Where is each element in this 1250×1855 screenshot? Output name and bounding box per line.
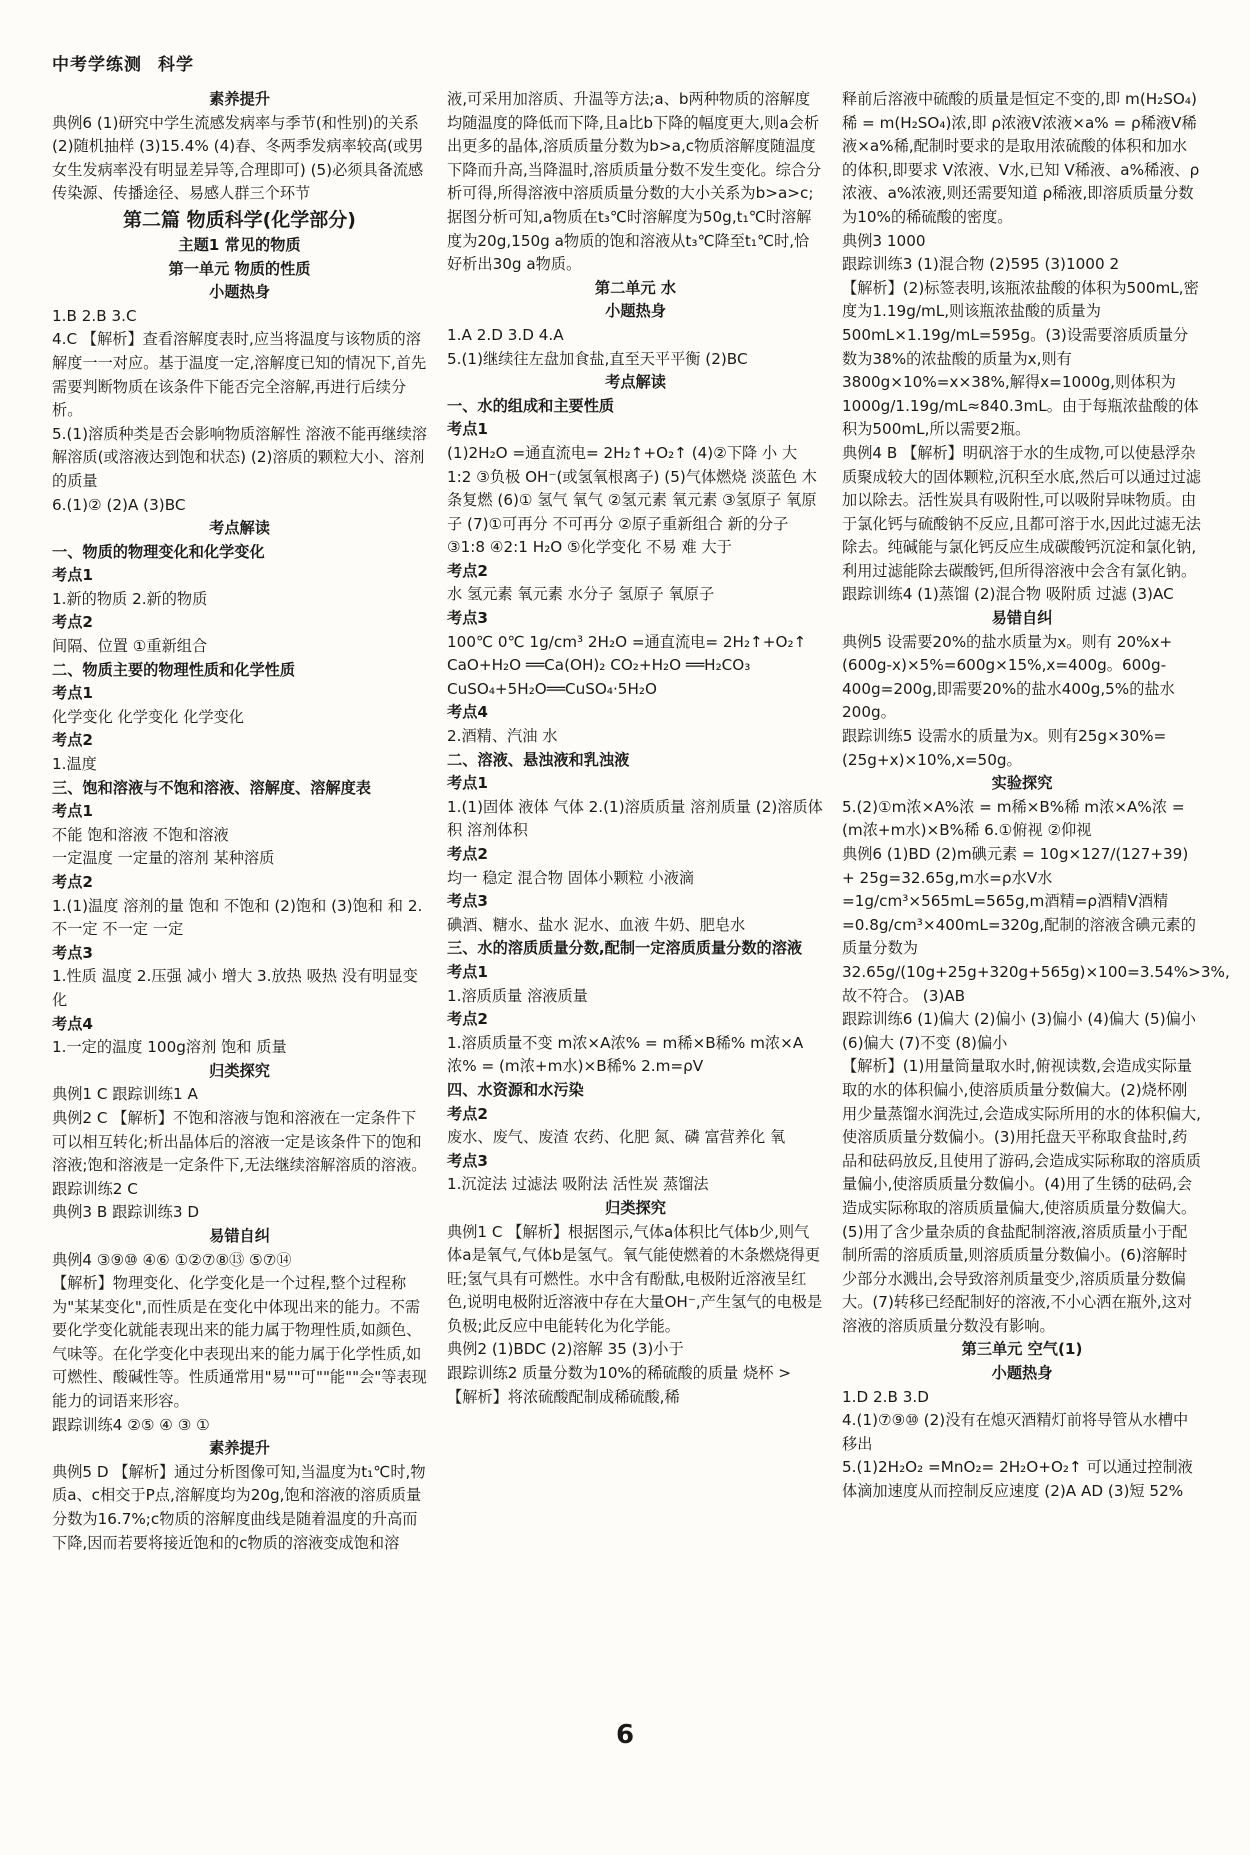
paragraph: 1.A 2.D 3.D 4.A [447, 325, 564, 344]
paragraph: 典例6 (1)BD (2)m碘元素 = 10g×127/(127+39) + 25g=32.65g,m水=ρ水V水=1g/cm³×565mL=565g,m酒精=ρ酒精V酒精=0.8g/cm³×400mL=320g,配制的溶液含碘元素的质量分数为 32.65g/(10g+25g+320g+565g)×100=3.54%>3%,故不符合。 (3)AB [842, 845, 1230, 1005]
paragraph: 5.(1)溶质种类是否会影响物质溶解性 溶液不能再继续溶解溶质(或溶液达到饱和状态) (2)溶质的颗粒大小、溶剂的质量 [52, 424, 427, 490]
subheading: 考点1 [52, 802, 93, 821]
right-column [842, 88, 1230, 1504]
section-heading: 第二单元 水 [594, 278, 677, 297]
section-heading: 素养提升 [209, 90, 270, 108]
paragraph: 【解析】物理变化、化学变化是一个过程,整个过程称为"某某变化",而性质是在变化中体现出来的能力。不需要化学变化就能表现出来的能力属于物理性质,如颜色、气味等。在化学变化中表现出来的能力属于化学性质,如可燃性、酸碱性等。性质通常用"易""可""能""会"等表现能力的词语来形容。 [52, 1274, 427, 1411]
paragraph: 【解析】(1)用量筒量取水时,俯视读数,会造成实际量取的水的体积偏小,使溶质质量分数偏大。(2)烧杯刚用少量蒸馏水润洗过,会造成实际所用的水的体积偏大,使溶质质量分数偏小。(3)用托盘天平称取食盐时,药品和砝码放反,且使用了游码,会造成实际称取的溶质质量偏小,使溶质质量分数偏小。(4)用了生锈的砝码,会造成实际称取的溶质质量偏大,使溶质质量分数偏大。(5)用了含少量杂质的食盐配制溶液,溶质质量小于配制所需的溶质质量,则溶质质量分数偏小。(6)溶解时少部分水溅出,会导致溶剂质量变少,溶质质量分数偏大。(7)转移已经配制好的溶液,不小心洒在瓶外,这对溶液的溶质质量分数没有影响。 [842, 1057, 1201, 1335]
paragraph: 1.溶质质量不变 m浓×A浓% = m稀×B稀% m浓×A浓% = (m浓+m水)×B稀% 2.m=ρV [447, 1033, 804, 1076]
paragraph: 典例4 B 【解析】明矾溶于水的生成物,可以使悬浮杂质聚成较大的固体颗粒,沉积至水底,然后可以通过过滤加以除去。活性炭具有吸附性,可以吸附异味物质。由于氯化钙与硫酸钠不反应,且都可溶于水,因此过滤无法除去。纯碱能与氯化钙反应生成碳酸钙沉淀和氯化钠,利用过滤能除去碳酸钙,但所得溶液中会含有氯化钠。 [842, 443, 1201, 580]
paragraph: 跟踪训练2 质量分数为10%的稀硫酸的质量 烧杯 > 【解析】将浓硫酸配制成稀硫酸,稀 [447, 1364, 792, 1406]
subheading: 考点1 [52, 566, 93, 585]
paragraph: 跟踪训练5 设需水的质量为x。则有25g×30%=(25g+x)×10%,x=50g。 [842, 727, 1167, 769]
subheading: 考点3 [447, 609, 488, 628]
paragraph: 1.溶质质量 溶液质量 [447, 986, 588, 1005]
paragraph: 碘酒、糖水、盐水 泥水、血液 牛奶、肥皂水 [447, 915, 746, 934]
paragraph: 典例2 C 【解析】不饱和溶液与饱和溶液在一定条件下可以相互转化;析出晶体后的溶液一定是该条件下的饱和溶液;饱和溶液是一定条件下,无法继续溶解溶质的溶液。 [52, 1108, 427, 1175]
paragraph: 1.(1)温度 溶剂的量 饱和 不饱和 (2)饱和 (3)饱和 和 2.不一定 不一定 一定 [52, 896, 423, 939]
series-title: 中考学练测 [52, 55, 142, 75]
paragraph: 均一 稳定 混合物 固体小颗粒 小液滴 [447, 868, 695, 887]
paragraph: 1.D 2.B 3.D [842, 1387, 929, 1406]
subheading: 考点2 [52, 873, 93, 891]
subheading: 二、物质主要的物理性质和化学性质 [52, 660, 295, 679]
section-heading: 小题热身 [991, 1364, 1053, 1383]
paragraph: 1.温度 [52, 755, 97, 774]
paragraph: 4.(1)⑦⑨⑩ (2)没有在熄灭酒精灯前将导管从水槽中移出 [842, 1411, 1189, 1453]
subheading: 二、溶液、悬浊液和乳浊液 [447, 750, 630, 769]
paragraph: 释前后溶液中硫酸的质量是恒定不变的,即 m(H₂SO₄)稀 = m(H₂SO₄)浓,即 ρ浓液V浓液×a% = ρ稀液V稀液×a%稀,配制时要求的是取用浓硫酸的体积和加水的体积,即要求 V浓液、V水,已知 V稀液、a%稀液、ρ浓液、a%浓液,则还需要知道 ρ稀液,即溶质质量分数为10%的稀硫酸的密度。 [842, 90, 1200, 226]
paragraph: 典例5 D 【解析】通过分析图像可知,当温度为t₁℃时,物质a、c相交于P点,溶解度均为20g,饱和溶液的溶质质量分数为16.7%;c物质的溶解度曲线是随着温度的升高而下降,因而若要将接近饱和的c物质的溶液变成饱和溶 [52, 1462, 426, 1552]
subheading: 考点1 [447, 774, 488, 793]
section-heading: 主题1 常见的物质 [178, 235, 301, 254]
subheading: 考点4 [52, 1014, 93, 1033]
paragraph: 典例6 (1)研究中学生流感发病率与季节(和性别)的关系 (2)随机抽样 (3)15.4% (4)春、冬两季发病率较高(或男女生发病率没有明显差异等,合理即可) (5)必须具备流感传染源、传播途径、易感人群三个环节 [52, 113, 424, 203]
subheading: 考点4 [447, 703, 488, 722]
paragraph: 跟踪训练3 (1)混合物 (2)595 (3)1000 2 [842, 255, 1120, 274]
subheading: 考点1 [447, 962, 488, 981]
subheading: 一、物质的物理变化和化学变化 [52, 542, 265, 561]
subheading: 考点2 [447, 1010, 488, 1029]
paragraph: 典例3 B 跟踪训练3 D [52, 1203, 200, 1222]
subheading: 考点2 [447, 561, 488, 580]
paragraph: 2.酒精、汽油 水 [447, 727, 558, 746]
part-title: 第二篇 物质科学(化学部分) [123, 208, 356, 231]
subheading: 四、水资源和水污染 [447, 1080, 584, 1099]
paragraph: 典例5 设需要20%的盐水质量为x。则有 20%x+(600g-x)×5%=600g×15%,x=400g。600g-400g=200g,即需要20%的盐水400g,5%的盐水200g。 [842, 632, 1175, 722]
paragraph: 典例3 1000 [842, 231, 926, 250]
section-heading: 考点解读 [209, 519, 270, 538]
paragraph: 水 氢元素 氧元素 水分子 氢原子 氧原子 [447, 585, 715, 604]
paragraph: 5.(1)继续往左盘加食盐,直至天平平衡 (2)BC [447, 349, 748, 368]
section-heading: 归类探究 [605, 1198, 666, 1217]
paragraph: 1.沉淀法 过滤法 吸附法 活性炭 蒸馏法 [447, 1175, 709, 1194]
paragraph: 跟踪训练6 (1)偏大 (2)偏小 (3)偏小 (4)偏大 (5)偏小 (6)偏大 (7)不变 (8)偏小 [842, 1010, 1196, 1052]
paragraph: 跟踪训练2 C [52, 1179, 138, 1198]
paragraph: 跟踪训练4 (1)蒸馏 (2)混合物 吸附质 过滤 (3)AC [842, 585, 1174, 604]
paragraph: 液,可采用加溶质、升温等方法;a、b两种物质的溶解度均随温度的降低而下降,且a比b下降的幅度更大,则a会析出更多的晶体,溶质质量分数为b>a,c物质溶解度随温度下降而升高,当降温时,溶质质量分数不发生变化。综合分析可得,所得溶液中溶质质量分数的大小关系为b>a>c;据图分析可知,a物质在t₃℃时溶解度为50g,t₁℃时溶解度为20g,150g a物质的饱和溶液从t₃℃降至t₁℃时,恰好析出30g a物质。 [447, 90, 822, 274]
paragraph: 6.(1)② (2)A (3)BC [52, 495, 186, 514]
subheading: 考点1 [52, 684, 93, 703]
section-heading: 易错自纠 [991, 609, 1053, 628]
subheading: 考点3 [447, 1151, 488, 1170]
subheading: 考点2 [447, 845, 488, 863]
subheading: 考点2 [52, 613, 93, 632]
paragraph: 5.(1)2H₂O₂ =MnO₂= 2H₂O+O₂↑ 可以通过控制液体滴加速度从而控制反应速度 (2)A AD (3)短 52% [842, 1458, 1193, 1501]
subject-title: 科学 [158, 55, 194, 75]
paragraph: 跟踪训练4 ②⑤ ④ ③ ① [52, 1415, 210, 1434]
subheading: 考点3 [447, 892, 488, 911]
middle-column [447, 88, 824, 1409]
subheading: 三、饱和溶液与不饱和溶液、溶解度、溶解度表 [52, 778, 371, 797]
paragraph: 【解析】(2)标签表明,该瓶浓盐酸的体积为500mL,密度为1.19g/mL,则该瓶浓盐酸的质量为500mL×1.19g/mL=595g。(3)设需要溶质质量分数为38%的浓盐酸的质量为x,则有3800g×10%=x×38%,解得x=1000g,则体积为 1000g/1.19g/mL≈840.3mL。由于每瓶浓盐酸的体积为500mL,所以需要2瓶。 [842, 278, 1199, 439]
paragraph: 1.性质 温度 2.压强 减小 增大 3.放热 吸热 没有明显变化 [52, 967, 418, 1009]
paragraph: 5.(2)①m浓×A%浓 = m稀×B%稀 m浓×A%浓 = (m浓+m水)×B%稀 6.①俯视 ②仰视 [842, 797, 1185, 840]
paragraph: 一定温度 一定量的溶剂 某种溶质 [52, 849, 275, 868]
paragraph: 典例4 ③⑨⑩ ④⑥ ①②⑦⑧⑬ ⑤⑦⑭ [52, 1250, 292, 1269]
section-heading: 素养提升 [209, 1439, 270, 1458]
paragraph: 1.新的物质 2.新的物质 [52, 589, 208, 608]
paragraph: (1)2H₂O =通直流电= 2H₂↑+O₂↑ (4)②下降 小 大 1:2 ③负极 OH⁻(或氢氧根离子) (5)气体燃烧 淡蓝色 木条复燃 (6)① 氢气 氧气 ②氢元素 氧元素 ③氢原子 氧原子 (7)①可再分 不可再分 ②原子重新组合 新的分子 ③1:8 ④2:1 H₂O ⑤化学变化 不易 难 大于 [447, 443, 817, 557]
left-column [52, 88, 427, 1555]
section-heading: 归类探究 [209, 1061, 270, 1080]
subheading: 考点1 [447, 420, 488, 439]
paragraph: 典例1 C 【解析】根据图示,气体a体积比气体b少,则气体a是氧气,气体b是氢气。氧气能使燃着的木条燃烧得更旺;氢气具有可燃性。水中含有酚酞,电极附近溶液呈红色,说明电极附近溶液中存在大量OH⁻,产生氢气的电极是负极;此反应中电能转化为化学能。 [447, 1222, 823, 1335]
subheading: 考点2 [52, 731, 93, 750]
section-heading: 实验探究 [991, 774, 1053, 793]
paragraph: 典例1 C 跟踪训练1 A [52, 1085, 198, 1104]
paragraph: 废水、废气、废渣 农药、化肥 氮、磷 富营养化 氧 [447, 1128, 786, 1147]
paragraph: 典例2 (1)BDC (2)溶解 35 (3)小于 [447, 1340, 684, 1359]
paragraph: 4.C 【解析】查看溶解度表时,应当将温度与该物质的溶解度一一对应。基于温度一定,溶解度已知的情况下,首先需要判断物质在该条件下能否完全溶解,再进行后续分析。 [52, 330, 427, 420]
section-heading: 小题热身 [605, 302, 666, 321]
subheading: 考点2 [447, 1104, 488, 1123]
paragraph: 间隔、位置 ①重新组合 [52, 637, 208, 656]
paragraph: 1.一定的温度 100g溶剂 饱和 质量 [52, 1038, 287, 1057]
paragraph: 不能 饱和溶液 不饱和溶液 [52, 825, 229, 844]
section-heading: 考点解读 [605, 373, 666, 392]
subheading: 三、水的溶质质量分数,配制一定溶质质量分数的溶液 [447, 939, 803, 958]
paragraph: 100℃ 0℃ 1g/cm³ 2H₂O =通直流电= 2H₂↑+O₂↑ CaO+H₂O ══Ca(OH)₂ CO₂+H₂O ══H₂CO₃ CuSO₄+5H₂O══CuSO₄·5H₂O [447, 632, 807, 698]
section-heading: 第一单元 物质的性质 [168, 259, 311, 278]
section-heading: 易错自纠 [209, 1226, 270, 1245]
page-header [52, 50, 194, 75]
paragraph: 化学变化 化学变化 化学变化 [52, 707, 244, 726]
paragraph: 1.B 2.B 3.C [52, 306, 137, 325]
paragraph: 1.(1)固体 液体 气体 2.(1)溶质质量 溶剂质量 (2)溶质体积 溶剂体积 [447, 797, 823, 840]
subheading: 一、水的组成和主要性质 [447, 396, 615, 415]
section-heading: 第三单元 空气(1) [961, 1340, 1083, 1359]
page-number: 6 [615, 1720, 635, 1750]
section-heading: 小题热身 [209, 283, 270, 302]
subheading: 考点3 [52, 943, 93, 962]
